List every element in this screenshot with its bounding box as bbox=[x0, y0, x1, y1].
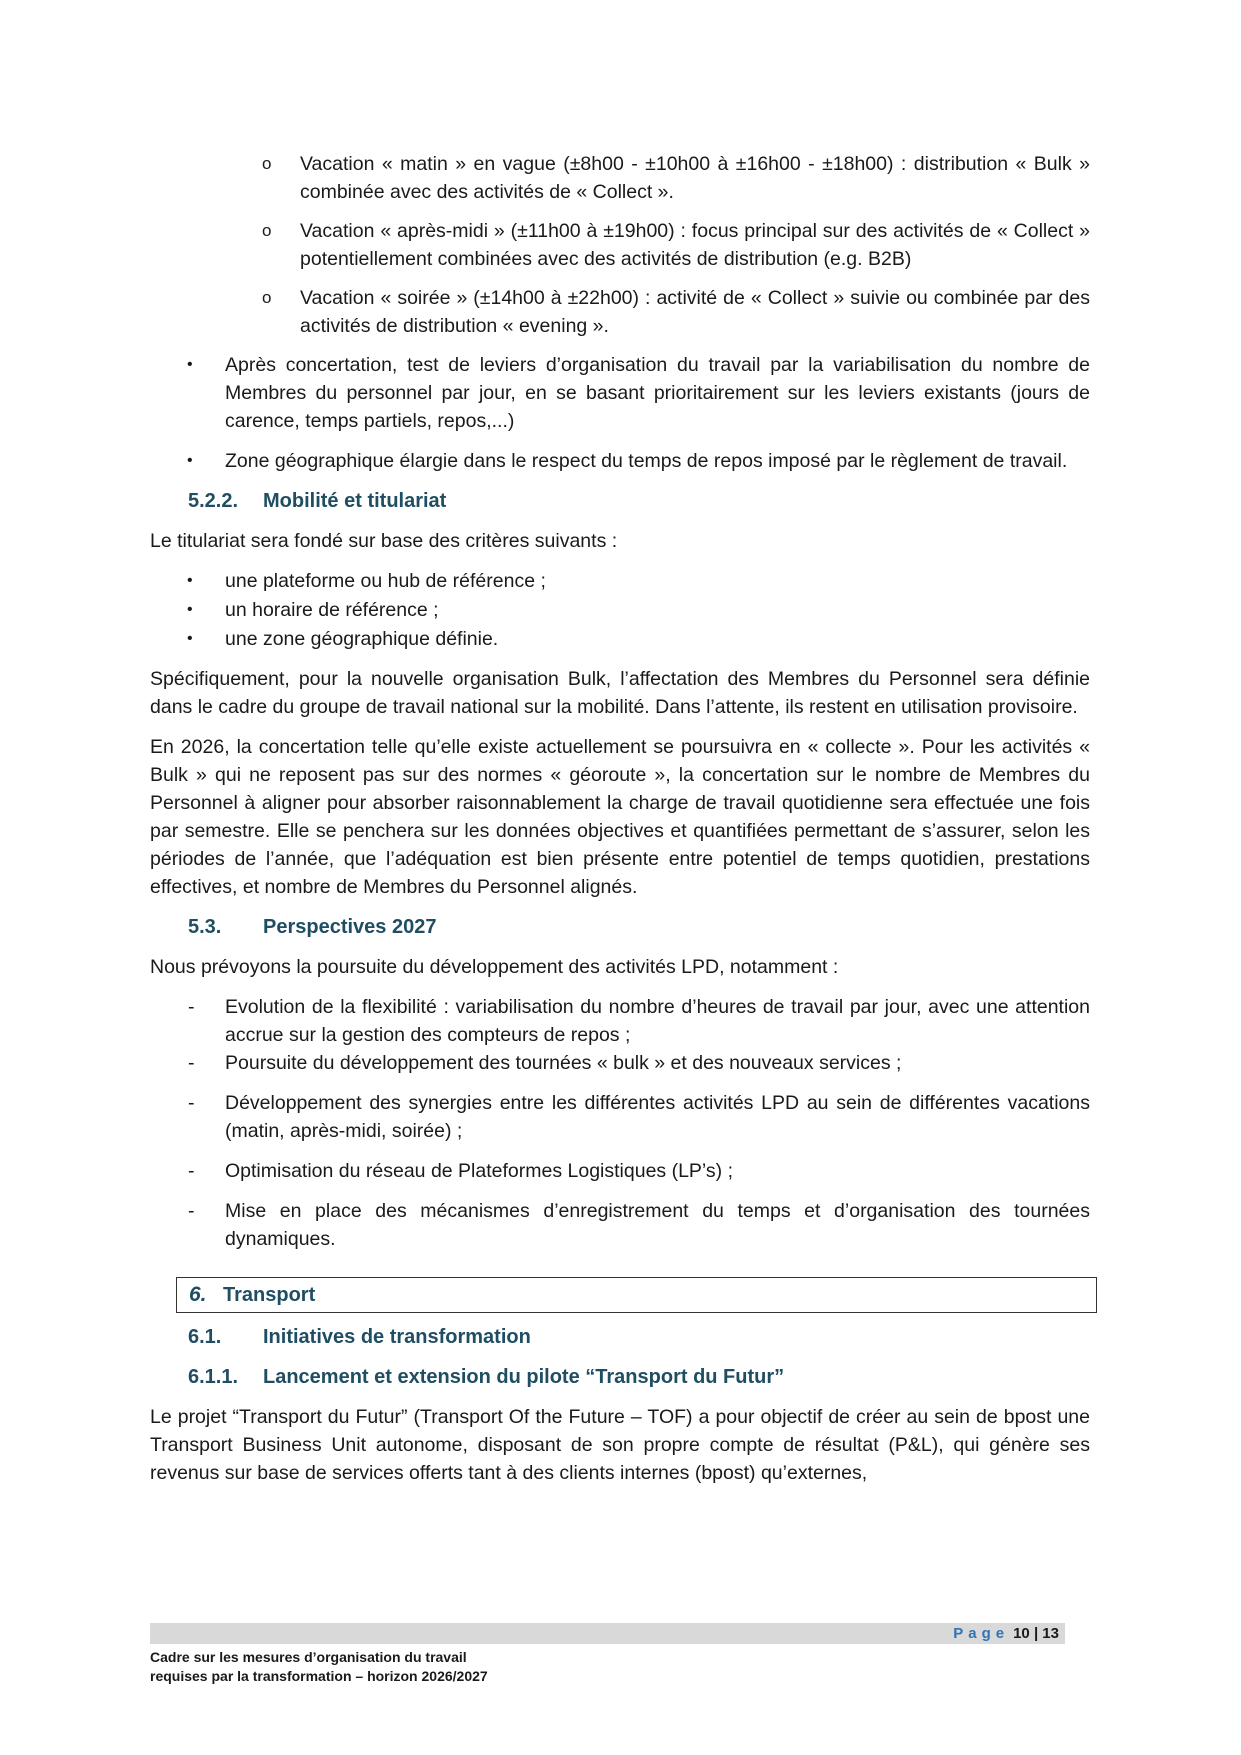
dash-icon: - bbox=[188, 1052, 195, 1074]
heading-5-2-2: 5.2.2. Mobilité et titulariat bbox=[188, 490, 447, 512]
circle-bullet-icon: o bbox=[262, 288, 272, 307]
bullet-icon: • bbox=[187, 601, 193, 618]
sub-list-item: o Vacation « après-midi » (±11h00 à ±19h00) : focus principal sur des activités de « Collect » potentiellement combinées avec des activités de distribution (e.g. B2B) bbox=[150, 217, 1090, 273]
paragraph-titulariat: Le titulariat sera fondé sur base des critères suivants : bbox=[150, 530, 618, 552]
heading-6-1: 6.1. Initiatives de transformation bbox=[188, 1326, 531, 1348]
list-item: - Mise en place des mécanismes d’enregistrement du temps et d’organisation des tournées dynamiques. bbox=[150, 1197, 1090, 1253]
heading-6-1-1: 6.1.1. Lancement et extension du pilote “Transport du Futur” bbox=[188, 1366, 785, 1388]
list-item: • Zone géographique élargie dans le respect du temps de repos imposé par le règlement de travail. bbox=[150, 447, 1090, 475]
footer-bar bbox=[150, 1623, 1065, 1644]
dash-icon: - bbox=[188, 996, 195, 1018]
paragraph-prevoyons: Nous prévoyons la poursuite du développement des activités LPD, notamment : bbox=[150, 956, 839, 978]
circle-bullet-icon: o bbox=[262, 154, 272, 173]
list-item: - Evolution de la flexibilité : variabilisation du nombre d’heures de travail par jour, avec une attention accrue sur la gestion des compteurs de repos ; bbox=[150, 993, 1090, 1049]
list-item: • une plateforme ou hub de référence ; bbox=[150, 567, 1090, 595]
bullet-icon: • bbox=[187, 356, 193, 373]
sub-list bbox=[150, 150, 1090, 340]
paragraph-2026: En 2026, la concertation telle qu’elle existe actuellement se poursuivra en « collecte ». Pour les activités « Bulk » qui ne reposent pas sur des normes « géoroute », la concertation sur le nombre de Membres du Personnel à aligner pour absorber raisonnablement la charge de travail quotidienne sera effectuée une fois par semestre. Elle se penchera sur les données objectives et quantifiées permettant de s’assurer, selon les périodes de l’année, que l’adéquation est bien présente entre potentiel de temps quotidien, prestations effectives, et nombre de Membres du Personnel alignés. bbox=[150, 736, 1090, 898]
sub-list-item: o Vacation « soirée » (±14h00 à ±22h00) : activité de « Collect » suivie ou combinée par des activités de distribution « evening ». bbox=[150, 284, 1090, 340]
dash-icon: - bbox=[188, 1160, 195, 1182]
section-heading-6: 6. Transport bbox=[176, 1277, 1097, 1313]
bullet-list-criteres bbox=[150, 567, 1090, 653]
bullet-icon: • bbox=[187, 452, 193, 469]
heading-5-3: 5.3. Perspectives 2027 bbox=[188, 916, 437, 938]
list-item: - Poursuite du développement des tournées « bulk » et des nouveaux services ; bbox=[150, 1049, 1090, 1077]
bullet-icon: • bbox=[187, 572, 193, 589]
bullet-list-concertation bbox=[150, 351, 1090, 475]
list-item: • une zone géographique définie. bbox=[150, 625, 1090, 653]
dash-list-perspectives bbox=[150, 993, 1090, 1253]
list-item: - Optimisation du réseau de Plateformes Logistiques (LP’s) ; bbox=[150, 1157, 1090, 1185]
paragraph-tof: Le projet “Transport du Futur” (Transport Of the Future – TOF) a pour objectif de créer au sein de bpost une Transport Business Unit autonome, disposant de son propre compte de résultat (P&L), qui génère ses revenus sur base de services offerts tant à des clients internes (bpost) qu’externes, bbox=[150, 1406, 1090, 1484]
circle-bullet-icon: o bbox=[262, 221, 272, 240]
sub-list-item: o Vacation « matin » en vague (±8h00 - ±10h00 à ±16h00 - ±18h00) : distribution « Bulk » combinée avec des activités de « Collect ». bbox=[150, 150, 1090, 206]
page-number: Page 10 | 13 bbox=[953, 1625, 1059, 1642]
dash-icon: - bbox=[188, 1200, 195, 1222]
paragraph-specifiquement: Spécifiquement, pour la nouvelle organisation Bulk, l’affectation des Membres du Personnel sera définie dans le cadre du groupe de travail national sur la mobilité. Dans l’attente, ils restent en utilisation provisoire. bbox=[150, 668, 1090, 718]
document-page bbox=[150, 150, 1090, 1499]
list-item: - Développement des synergies entre les différentes activités LPD au sein de différentes vacations (matin, après-midi, soirée) ; bbox=[150, 1089, 1090, 1145]
bullet-icon: • bbox=[187, 630, 193, 647]
list-item: • Après concertation, test de leviers d’organisation du travail par la variabilisation du nombre de Membres du personnel par jour, en se basant prioritairement sur les leviers existants (jours de carence, temps partiels, repos,...) bbox=[150, 351, 1090, 435]
dash-icon: - bbox=[188, 1092, 195, 1114]
footer-title: Cadre sur les mesures d’organisation du travail requises par la transformation – horizon 2026/2027 bbox=[150, 1649, 488, 1684]
list-item: • un horaire de référence ; bbox=[150, 596, 1090, 624]
